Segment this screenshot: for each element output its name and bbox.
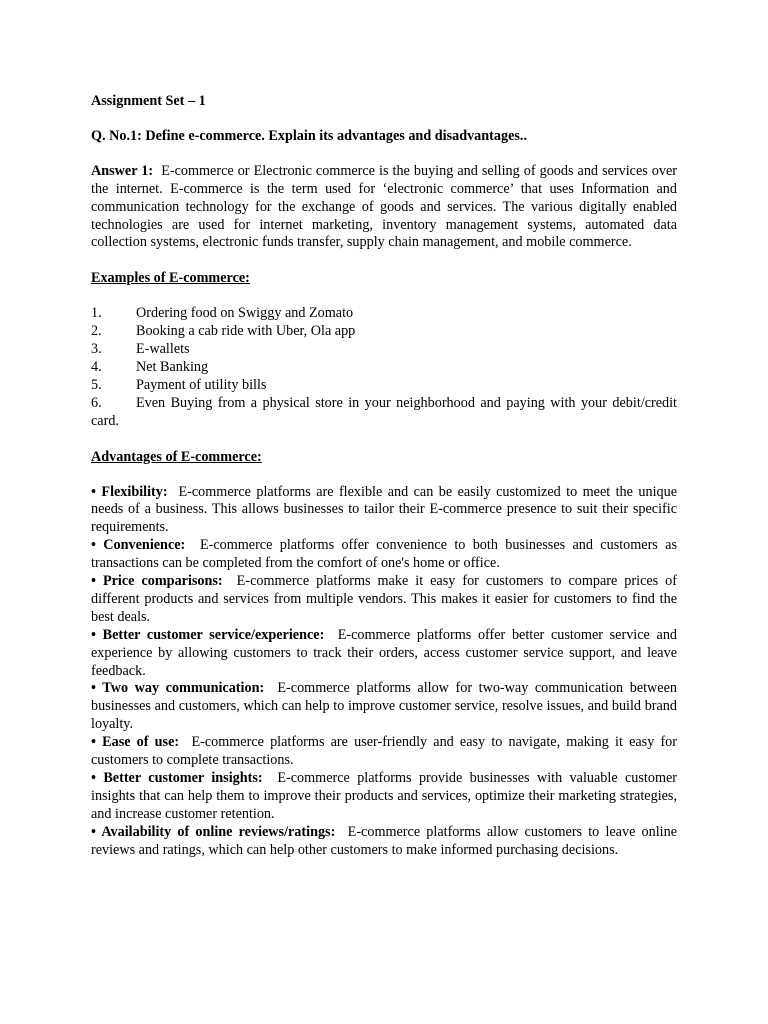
list-item: [91, 341, 677, 359]
advantage-text: E-commerce platforms provide businesses with valuable customer insights that can help them to improve their products and services, optimize their marketing strategies, and increase customer retention.: [91, 770, 678, 822]
advantage-term: • Ease of use:: [91, 734, 180, 751]
list-item-text: Payment of utility bills: [136, 376, 267, 393]
list-item-text: Ordering food on Swiggy and Zomato: [136, 305, 354, 322]
advantage-text: E-commerce platforms offer convenience to both businesses and customers as transactions can be completed from the comfort of one's home or office.: [91, 537, 677, 572]
advantage-term: • Two way communication:: [91, 680, 265, 697]
advantage-term: • Flexibility:: [91, 483, 168, 500]
answer-label: Answer 1:: [91, 162, 154, 179]
advantage-text: E-commerce platforms are user-friendly and easy to navigate, making it easy for customers to complete transactions.: [91, 734, 677, 769]
list-item: [91, 323, 677, 341]
assignment-title: Assignment Set – 1: [91, 93, 206, 109]
list-item-number: 1.: [91, 305, 102, 322]
advantages-list: [91, 484, 677, 860]
list-item-number: 6.: [91, 394, 102, 411]
advantage-text: E-commerce platforms offer better customer service and experience by allowing customers to track their orders, access customer service support, and leave feedback.: [91, 626, 678, 679]
answer-paragraph: [91, 163, 677, 253]
advantage-text: E-commerce platforms allow for two-way communication between businesses and customers, which can help to improve customer service, resolve issues, and build brand loyalty.: [91, 680, 677, 733]
advantage-term: • Availability of online reviews/ratings:: [91, 823, 336, 840]
advantage-text: E-commerce platforms allow customers to leave online reviews and ratings, which can help other customers to make informed purchasing decisions.: [91, 823, 677, 858]
advantage-term: • Better customer insights:: [91, 770, 263, 786]
list-item-text: E-wallets: [136, 341, 190, 358]
document-page: [91, 93, 677, 860]
advantage-item: [91, 770, 677, 824]
advantage-item: [91, 537, 677, 573]
list-item: [91, 395, 677, 431]
list-item-number: 4.: [91, 358, 102, 375]
examples-title: Examples of E-commerce:: [91, 270, 250, 287]
list-item-number: 2.: [91, 323, 102, 340]
advantage-term: • Convenience:: [91, 537, 186, 554]
question-heading: Q. No.1: Define e-commerce. Explain its advantages and disadvantages..: [91, 127, 527, 144]
list-item-number: 3.: [91, 341, 102, 358]
advantage-text: E-commerce platforms are flexible and can be easily customized to meet the unique needs of a business. This allows businesses to tailor their E-commerce presence to suit their specific requirements.: [91, 483, 677, 536]
advantage-item: [91, 484, 677, 538]
answer-text: E-commerce or Electronic commerce is the buying and selling of goods and services over the internet. E-commerce is the term used for ‘electronic commerce’ that uses Information and communication technology for the exchange of goods and services. The various digitally enabled technologies are used for internet marketing, inventory management systems, automated data collection systems, electronic funds transfer, supply chain management, and mobile commerce.: [91, 162, 678, 251]
list-item: [91, 359, 677, 377]
advantage-item: [91, 734, 677, 770]
list-item-text: Net Banking: [136, 358, 209, 375]
advantage-text: E-commerce platforms make it easy for customers to compare prices of different products and services from multiple vendors. This makes it easier for customers to find the best deals.: [91, 573, 678, 625]
advantage-item: [91, 824, 677, 860]
advantage-term: • Price comparisons:: [91, 573, 223, 590]
advantages-title: Advantages of E-commerce:: [91, 448, 262, 465]
list-item-number: 5.: [91, 376, 102, 393]
examples-list: [91, 305, 677, 430]
list-item: [91, 377, 677, 395]
advantage-term: • Better customer service/experience:: [91, 626, 325, 643]
advantage-item: [91, 680, 677, 734]
list-item-text: Booking a cab ride with Uber, Ola app: [136, 323, 356, 340]
list-item-text: Even Buying from a physical store in your neighborhood and paying with your debit/credit card.: [91, 394, 677, 429]
advantage-item: [91, 573, 677, 627]
advantage-item: [91, 627, 677, 681]
list-item: [91, 305, 677, 323]
